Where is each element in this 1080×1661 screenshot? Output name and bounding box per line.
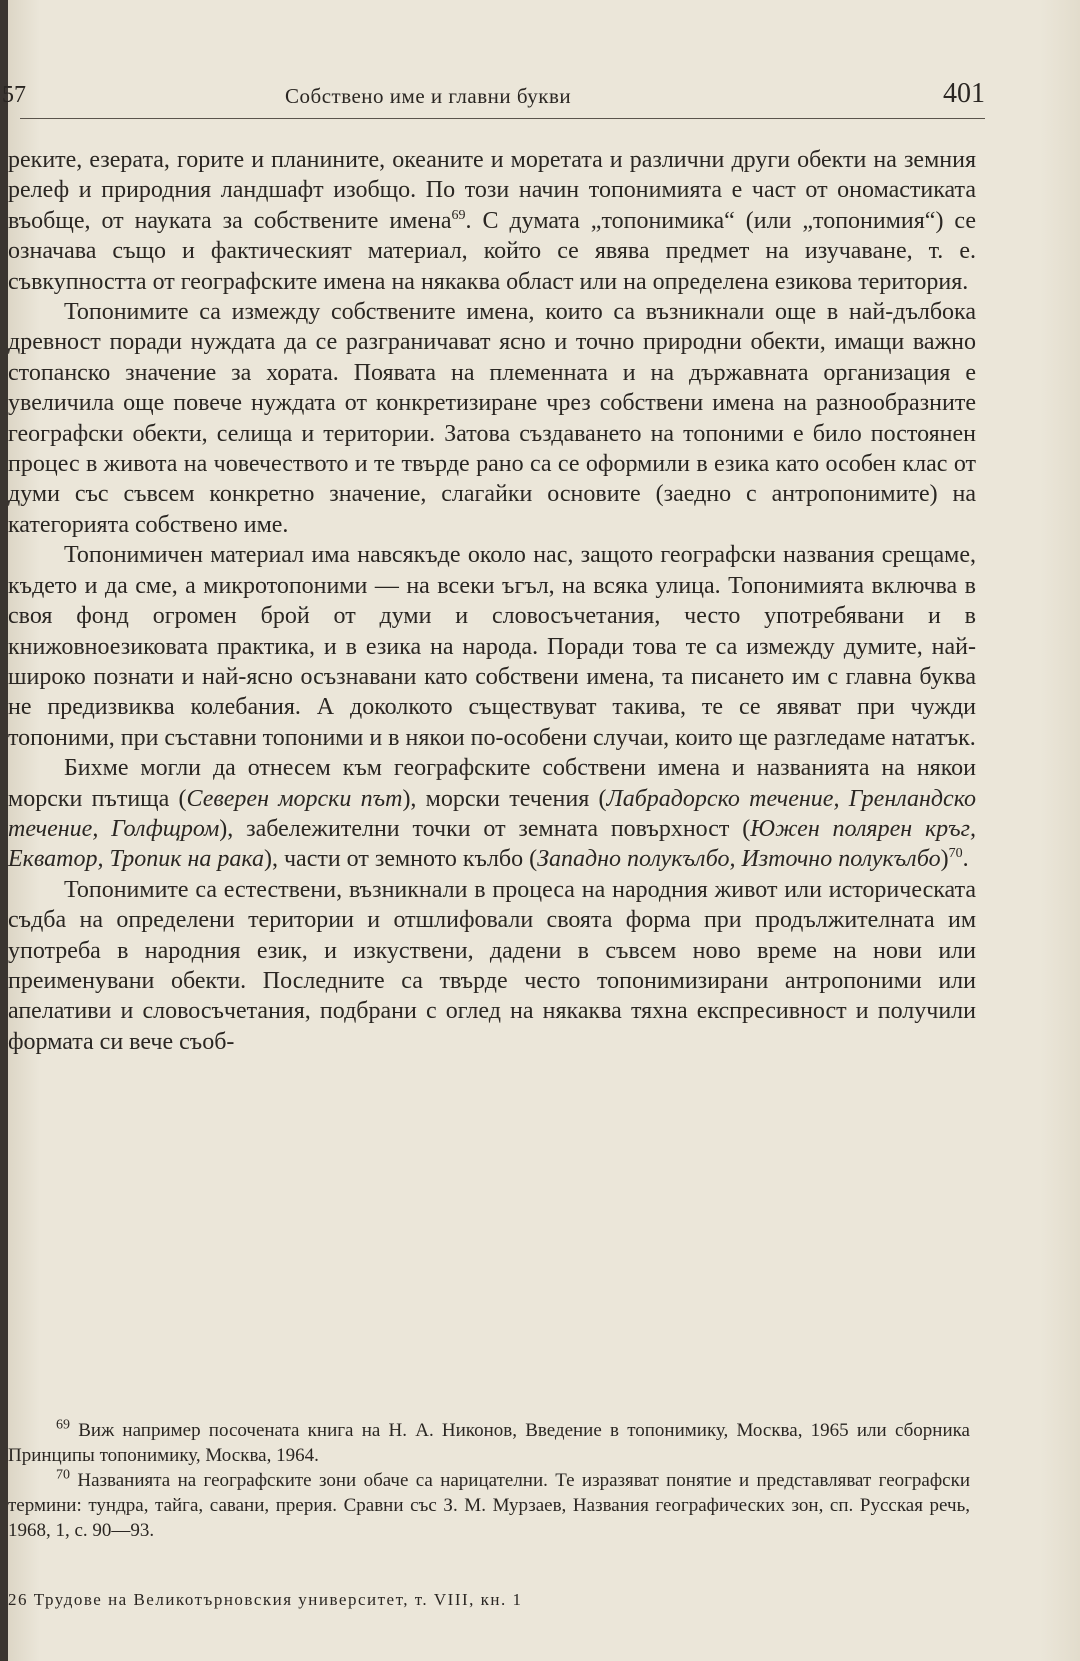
page-spine-edge (0, 0, 8, 1661)
paragraph: Бихме могли да отнесем към географските собствени имена и названията на някои морски пътища (Северен морски път), морски течения (Лабрадорско течение, Гренландско течение, Голфщром), забележителни точки от земната повърхност (Южен полярен кръг, Екватор, Тропик на рака), части от земното кълбо (Западно полукълбо, Източно полукълбо)$^{70}$. (8, 755, 977, 873)
paragraph: реките, езерата, горите и планините, океаните и моретата и различни други обекти на земния релеф и природния ландшафт изобщо. По този начин топонимията е част от ономастиката въобще, от науката за собствените имена$^{69}$. С думата „топонимика“ (или „топонимия“) се означава също и фактическият материал, който се явява предмет на изучаване, т. е. съвкупността от географските имена на някаква област или на определена езикова територия. (8, 147, 977, 295)
sheet-number: 26 (8, 1590, 28, 1609)
paragraph: Топонимите са измежду собствените имена, които са възникнали още в най-дълбока древност поради нуждата да се разграничават ясно и точно природни обекти, имащи важно стопанско значение за хората. Появата на племенната и на държавната организация е увеличила още повече нуждата от конкретизиране чрез собствени имена на разнообразните географски обекти, селища и територии. Затова създаването на топоними е било постоянен процес в живота на човечеството и те твърде рано са се оформили в езика като особен клас от думи със съвсем конкретно значение, слагайки основите (заедно с антропонимите) на категорията собствено име. (8, 299, 976, 538)
header-rule (20, 118, 985, 119)
footnote-text: Виж например посочената книга на Н. А. Никонов, Введение в топонимику, Москва, 1965 или сборника Принципы топонимику, Москва, 1964. (8, 1420, 970, 1466)
footer-text: Трудове на Великотърновския университет, т. VIII, кн. 1 (33, 1590, 523, 1609)
footer-signature (8, 1590, 908, 1610)
header-left-fragment: 57 (2, 82, 26, 108)
footnotes (8, 1418, 970, 1543)
running-header (0, 78, 985, 120)
footnote-text: Названията на географските зони обаче са нарицателни. Те изразяват понятие и представляват географски термини: тундра, тайга, савани, прерия. Сравни със З. М. Мурзаев, Названия географических зон, сп. Русская речь, 1968, 1, с. 90—93. (8, 1470, 970, 1541)
footnote-70 (8, 1468, 970, 1543)
page-number: 401 (943, 78, 985, 109)
body-text (8, 145, 976, 1057)
paragraph: Топонимите са естествени, възникнали в процеса на народния живот или историческата съдба на определени територии и отшлифовали своята форма при продължителната им употреба в народния език, и изкуствени, дадени в съвсем ново време на нови или преименувани обекти. Последните са твърде често топонимизирани антропоними или апелативи и словосъчетания, подбрани с оглед на някаква тяхна експресивност и получили формата си вече съоб- (8, 876, 976, 1055)
footnote-69 (8, 1418, 970, 1468)
footnote-mark: 69 (56, 1417, 70, 1433)
paragraph: Топонимичен материал има навсякъде около нас, защото географски названия срещаме, където и да сме, а микротопоними — на всеки ъгъл, на всяка улица. Топонимията включва в своя фонд огромен брой от думи и словосъчетания, често употребявани и в книжовноезиковата практика, и в езика на народа. Поради това те са измежду думите, най-широко познати и най-ясно осъзнавани като собствени имена, та писането им с главна буква не предизвиква колебания. А доколкото съществуват такива, те се явяват при чужди топоними, при съставни топоними и в някои по-особени случаи, които ще разгледаме нататък. (8, 542, 976, 751)
running-title: Собствено име и главни букви (285, 84, 572, 108)
footnote-mark: 70 (56, 1467, 70, 1483)
